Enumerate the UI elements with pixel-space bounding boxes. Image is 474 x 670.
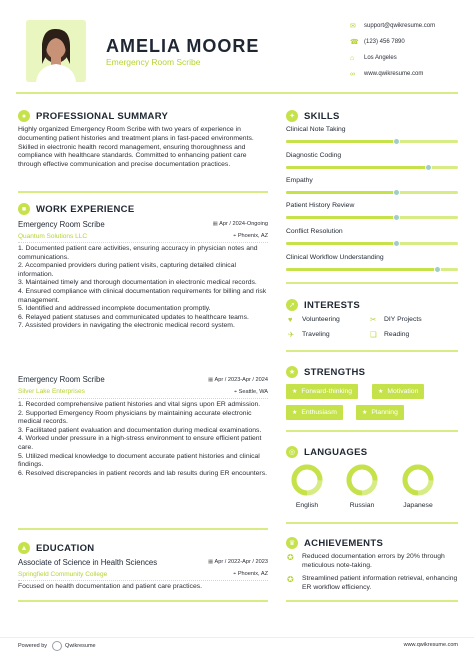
envelope-icon: ✉	[350, 23, 356, 30]
languages-title: LANGUAGES	[304, 446, 368, 458]
education-divider-dots	[18, 580, 268, 581]
list-item: 7. Assisted providers in navigating the electronic medical record system.	[18, 322, 235, 330]
interests-heading	[286, 299, 360, 311]
skill-fill	[286, 140, 396, 143]
star-icon: ★	[286, 366, 298, 378]
lightbulb-icon: ✦	[286, 110, 298, 122]
rocket-icon: ➚	[286, 299, 298, 311]
education-school: Springfield Community College	[18, 571, 108, 578]
job-1-location: ⌖ Phoenix, AZ	[233, 233, 268, 239]
languages-heading	[286, 446, 367, 458]
star-icon: ★	[292, 389, 298, 395]
job-1-divider	[18, 242, 268, 243]
summary-heading	[18, 110, 168, 122]
language-label: Japanese	[403, 502, 433, 509]
list-item: 4. Worked under pressure in a high-stress environment to ensure efficient patient care.	[18, 435, 262, 451]
skill-label: Patient History Review	[286, 202, 355, 209]
phone-icon: ☎	[350, 39, 359, 46]
education-title: EDUCATION	[36, 542, 95, 554]
job-2-divider	[18, 398, 268, 399]
strengths-divider	[286, 430, 458, 432]
language-ring	[290, 463, 324, 497]
strength-tag: ★ Planning	[356, 405, 404, 420]
footer-divider	[0, 637, 474, 638]
education-dates: ▦ Apr / 2022-Apr / 2023	[207, 559, 268, 565]
qwikresume-logo-icon	[52, 641, 62, 651]
user-icon: ●	[18, 110, 30, 122]
language-ring	[345, 463, 379, 497]
list-item: 5. Identified and addressed incomplete documentation promptly.	[18, 305, 211, 313]
achievement-item: Reduced documentation errors by 20% through meticulous note-taking.	[302, 553, 445, 569]
job-1-company: Quantum Solutions LLC	[18, 233, 88, 240]
medal-icon: ✪	[287, 553, 294, 562]
trophy-icon: ♛	[286, 537, 298, 549]
strength-tag: ★ Enthusiasm	[286, 405, 343, 420]
list-item: 6. Resolved discrepancies in patient records and lab results during ER encounters.	[18, 469, 267, 477]
list-item: 3. Facilitated patient evaluation and documentation during medical examinations.	[18, 426, 262, 434]
skill-slider-knob	[393, 189, 400, 196]
education-heading	[18, 542, 94, 554]
tools-icon: ✂	[370, 315, 377, 324]
strength-tag: ★ Motivation	[372, 384, 424, 399]
skill-slider-knob	[393, 240, 400, 247]
contact-phone[interactable]	[350, 34, 470, 50]
graduation-cap-icon: ▲	[18, 542, 30, 554]
medal-icon: ✪	[287, 575, 294, 584]
skill-label: Clinical Workflow Understanding	[286, 254, 384, 261]
list-item: 1. Documented patient care activities, ensuring accuracy in physician notes and communications.	[18, 245, 258, 261]
summary-text: Highly organized Emergency Room Scribe with two years of experience in documenting patient histories and treatment plans in fast-paced environments. Skilled in electronic health record management, ensuring thoroughness and compliance with healthcare standards. Committed to enhancing patient care through effective communication and precise documentation practices.	[18, 126, 254, 169]
job-2-dates: ▦ Apr / 2023-Apr / 2024	[207, 377, 268, 383]
list-item: 2. Supported Emergency Room physicians by maintaining accurate electronic medical records.	[18, 409, 252, 426]
skill-slider-knob	[425, 164, 432, 171]
skill-fill	[286, 268, 437, 271]
skill-fill	[286, 216, 396, 219]
job-2-company: Silver Lake Enterprises	[18, 388, 85, 395]
calendar-icon: ▦	[207, 377, 215, 383]
calendar-icon: ▦	[212, 221, 220, 227]
plane-icon: ✈	[288, 330, 295, 339]
job-2-title: Emergency Room Scribe	[18, 375, 105, 384]
languages-divider	[286, 522, 458, 524]
location-pin-icon: ⌖	[233, 233, 238, 239]
footer-url[interactable]: www.qwikresume.com	[403, 642, 458, 648]
skill-fill	[286, 191, 396, 194]
avatar-icon	[26, 20, 86, 82]
star-icon: ★	[362, 410, 368, 416]
list-item: 2. Accompanied providers during patient visits, capturing detailed clinical information.	[18, 262, 236, 278]
strengths-title: STRENGTHS	[304, 366, 366, 378]
summary-title: PROFESSIONAL SUMMARY	[36, 110, 169, 122]
job-1-dates: ▦ Apr / 2024-Ongoing	[212, 221, 268, 227]
list-item: 4. Ensured compliance with clinical documentation requirements for billing and risk management.	[18, 287, 267, 304]
globe-icon: ◎	[286, 446, 298, 458]
list-item: 3. Maintained timely and thorough documentation in electronic medical records.	[18, 279, 257, 287]
skill-label: Diagnostic Coding	[286, 152, 342, 159]
skill-slider-knob	[393, 214, 400, 221]
location-icon: ⌂	[350, 54, 355, 62]
achievements-heading	[286, 537, 383, 549]
job-2-location: ⌖ Seattle, WA	[233, 389, 268, 395]
skills-divider	[286, 282, 458, 284]
list-item: 6. Relayed patient statuses and communicated updates to healthcare teams.	[18, 313, 249, 321]
job-2-bullets	[18, 401, 268, 478]
contact-website[interactable]	[350, 66, 470, 82]
candidate-name: AMELIA MOORE	[106, 36, 260, 56]
language-label: English	[295, 502, 319, 509]
experience-divider	[18, 528, 268, 530]
book-icon: ❏	[370, 330, 377, 339]
skill-fill	[286, 242, 396, 245]
skill-label: Empathy	[286, 177, 313, 184]
experience-title: WORK EXPERIENCE	[36, 203, 135, 215]
profile-photo	[26, 20, 86, 82]
achievements-divider	[286, 600, 458, 602]
location-pin-icon: ⌖	[233, 389, 239, 395]
candidate-title: Emergency Room Scribe	[106, 57, 201, 67]
interest-traveling: ✈ Traveling	[288, 330, 330, 339]
heart-icon: ♥	[288, 315, 293, 324]
interest-diy: ✂ DIY Projects	[370, 315, 422, 324]
skill-slider-knob	[393, 138, 400, 145]
summary-divider	[18, 191, 268, 193]
brand-name[interactable]: Qwikresume	[65, 643, 96, 649]
contact-website-text: www.qwikresume.com	[364, 71, 424, 77]
skill-label: Clinical Note Taking	[286, 126, 346, 133]
contact-email[interactable]	[350, 18, 470, 34]
interest-reading: ❏ Reading	[370, 330, 410, 339]
briefcase-icon: ■	[18, 203, 30, 215]
education-location: ⌖ Phoenix, AZ	[233, 571, 268, 577]
achievements-title: ACHIEVEMENTS	[304, 537, 384, 549]
calendar-icon: ▦	[207, 559, 215, 565]
skill-fill	[286, 166, 429, 169]
link-icon: ∞	[350, 70, 355, 78]
contact-list	[350, 18, 470, 82]
job-1-bullets	[18, 245, 268, 331]
contact-phone-text: (123) 456 7890	[364, 39, 405, 45]
powered-by: Powered by Qwikresume	[18, 643, 96, 649]
skills-heading	[286, 110, 340, 122]
location-pin-icon: ⌖	[233, 571, 238, 577]
achievement-item: Streamlined patient information retrieval, enhancing ER workflow efficiency.	[302, 575, 458, 591]
skill-label: Conflict Resolution	[286, 228, 343, 235]
contact-location-text: Los Angeles	[364, 55, 397, 61]
interest-volunteering: ♥ Volunteering	[288, 315, 340, 324]
experience-heading	[18, 203, 134, 215]
strength-tag: ★ Forward-thinking	[286, 384, 358, 399]
job-1-title: Emergency Room Scribe	[18, 220, 105, 229]
star-icon: ★	[378, 389, 384, 395]
contact-email-text: support@qwikresume.com	[364, 23, 436, 29]
star-icon: ★	[292, 410, 298, 416]
strengths-heading	[286, 366, 365, 378]
list-item: 5. Utilized medical knowledge to document accurate patient histories and clinical findings.	[18, 452, 260, 469]
interests-divider	[286, 350, 458, 352]
contact-location	[350, 50, 470, 66]
education-degree: Associate of Science in Health Sciences	[18, 558, 158, 567]
list-item: 1. Recorded comprehensive patient histories and vital signs upon ER admission.	[18, 401, 261, 408]
education-divider	[18, 600, 268, 602]
resume-header	[0, 0, 474, 92]
skills-title: SKILLS	[304, 110, 340, 122]
skill-slider-knob	[434, 266, 441, 273]
language-label: Russian	[349, 502, 375, 509]
language-ring	[401, 463, 435, 497]
education-text: Focused on health documentation and patient care practices.	[18, 583, 203, 590]
interests-title: INTERESTS	[304, 299, 361, 311]
header-divider	[16, 92, 458, 94]
